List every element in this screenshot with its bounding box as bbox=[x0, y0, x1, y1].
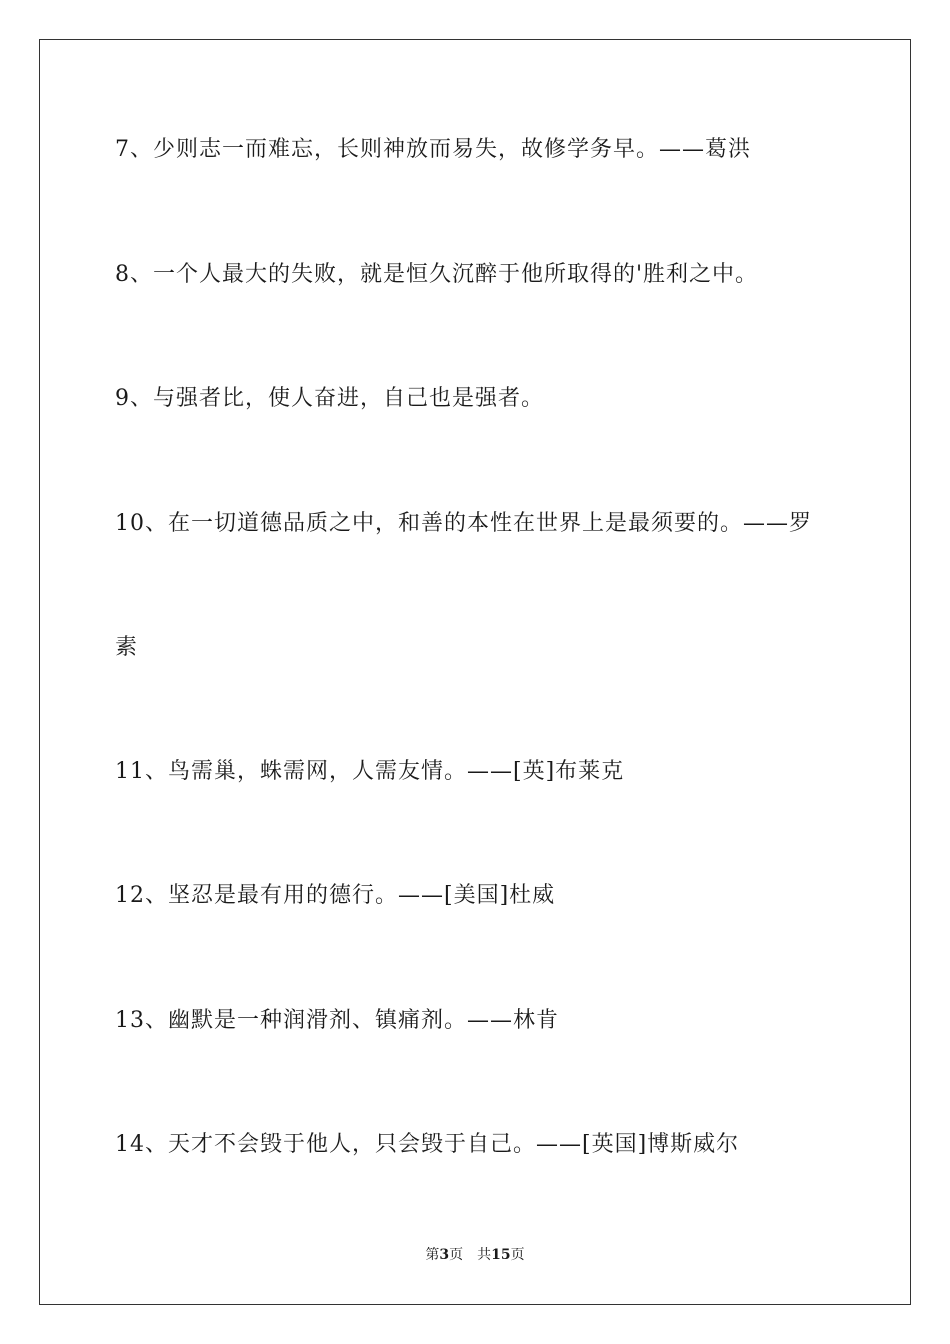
quote-line-14: 14、天才不会毁于他人，只会毁于自己。——[英国]博斯威尔 bbox=[115, 1132, 740, 1157]
quote-line-10-continuation: 素 bbox=[115, 635, 139, 660]
footer-total-suffix: 页 bbox=[510, 1247, 525, 1263]
page-footer bbox=[0, 1246, 950, 1264]
page-border bbox=[39, 39, 911, 1305]
footer-page-suffix: 页 bbox=[449, 1247, 464, 1263]
quote-line-8: 8、一个人最大的失败，就是恒久沉醉于他所取得的'胜利之中。 bbox=[115, 262, 759, 287]
quote-line-12: 12、坚忍是最有用的德行。——[美国]杜威 bbox=[115, 883, 556, 908]
footer-total-prefix: 共 bbox=[477, 1247, 492, 1263]
current-page-number: 3 bbox=[439, 1247, 450, 1263]
quote-line-13: 13、幽默是一种润滑剂、镇痛剂。——林肯 bbox=[115, 1008, 559, 1033]
total-pages-number: 15 bbox=[491, 1247, 511, 1263]
quote-line-11: 11、鸟需巢，蛛需网，人需友情。——[英]布莱克 bbox=[115, 759, 625, 784]
footer-prefix: 第 bbox=[425, 1247, 440, 1263]
quote-line-10: 10、在一切道德品质之中，和善的本性在世界上是最须要的。——罗 bbox=[115, 511, 812, 536]
quote-line-7: 7、少则志一而难忘，长则神放而易失，故修学务早。——葛洪 bbox=[115, 137, 751, 162]
quote-line-9: 9、与强者比，使人奋进，自己也是强者。 bbox=[115, 386, 544, 411]
